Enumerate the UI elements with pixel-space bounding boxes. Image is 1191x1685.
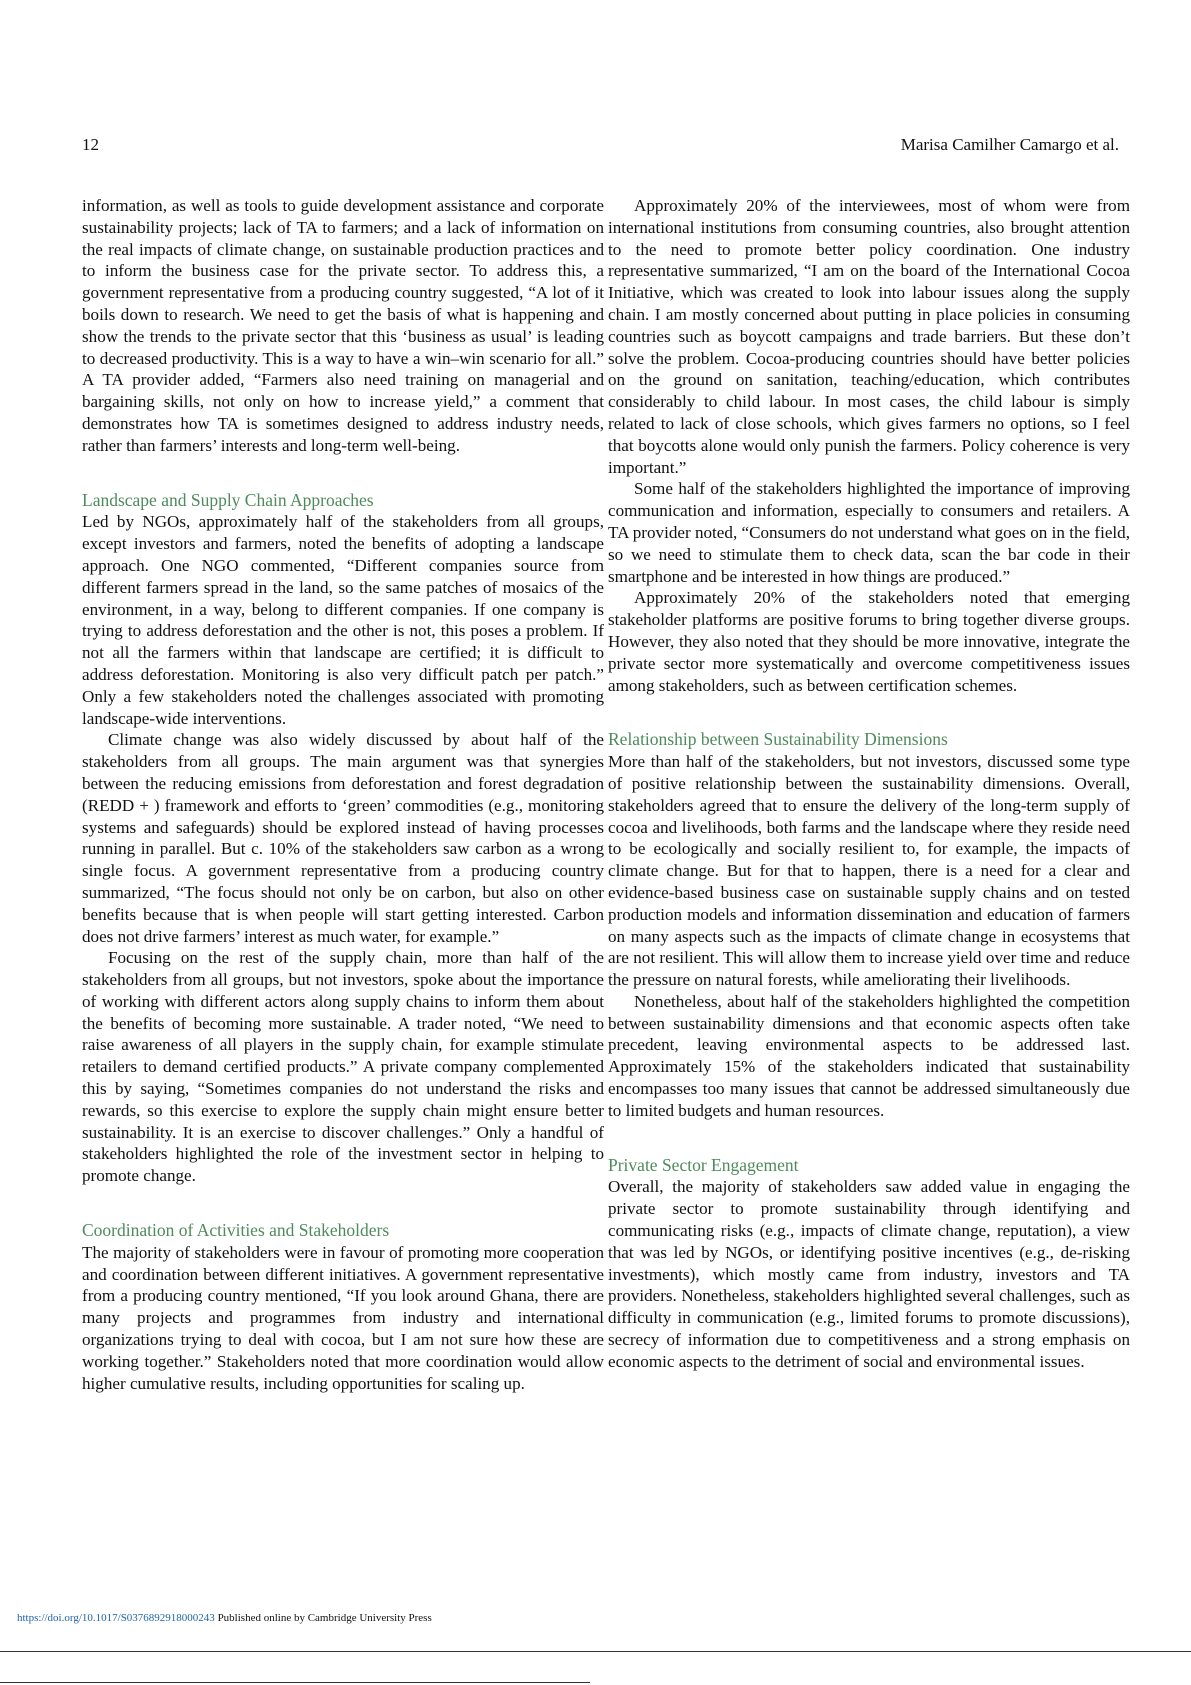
section-heading-relationship: Relationship between Sustainability Dimensions: [608, 729, 948, 750]
section-heading-private-sector: Private Sector Engagement: [608, 1154, 799, 1175]
paragraph: Approximately 20% of the interviewees, most of whom were from international institutions from consuming countries, also brought attention to the need to promote better policy coordination. One industry representative summarized, “I am on the board of the International Cocoa Initiative, which was created to look into labour issues along the supply chain. I am mostly concerned about putting in place policies in consuming countries such as boycott campaigns and trade barriers. But these don’t solve the problem. Cocoa-producing countries should have better policies on the ground on sanitation, teaching/education, which contributes considerably to child labour. In most cases, the child labour is simply related to lack of close schools, which gives farmers no options, so I feel that boycotts alone would only punish the farmers. Policy coherence is very important.”: [608, 196, 1130, 477]
paragraph: Overall, the majority of stakeholders saw added value in engaging the private sector to promote sustainability through identifying and communicating risks (e.g., impacts of climate change, reputation), a view that was led by NGOs, or identifying positive incentives (e.g., de-risking investments), which mostly came from industry, investors and TA providers. Nonetheless, stakeholders highlighted several challenges, such as difficulty in communication (e.g., limited forums to promote discussions), secrecy of information due to competitiveness and a strong emphasis on economic aspects to the detriment of social and environmental issues.: [608, 1177, 1130, 1371]
left-column: [82, 195, 604, 1394]
footer: [17, 1611, 432, 1625]
paragraph: Focusing on the rest of the supply chain, more than half of the stakeholders from all groups, but not investors, spoke about the importance of working with different actors along supply chains to inform them about the benefits of becoming more sustainable. A trader noted, “We need to raise awareness of all players in the supply chain, for example stimulate retailers to demand certified products.” A private company complemented this by saying, “Sometimes companies do not understand the risks and rewards, so this exercise to explore the supply chain might ensure better sustainability. It is an exercise to discover challenges.” Only a handful of stakeholders highlighted the role of the investment sector in helping to promote change.: [82, 948, 604, 1186]
paragraph: Nonetheless, about half of the stakeholders highlighted the competition between sustainability dimensions and that economic aspects often take precedent, leaving environmental aspects to be addressed last. Approximately 15% of the stakeholders indicated that sustainability encompasses too many issues that cannot be addressed simultaneously due to limited budgets and human resources.: [608, 991, 1130, 1120]
paragraph: Led by NGOs, approximately half of the stakeholders from all groups, except investors and farmers, noted the benefits of adopting a landscape approach. One NGO commented, “Different companies source from different farmers spread in the land, so the same patches of mosaics of the environment, in a way, belong to different companies. If one company is trying to address deforestation and the other is not, this poses a problem. If not all the farmers within that landscape are certified; it is difficult to address deforestation. Monitoring is also very difficult patch per patch.” Only a few stakeholders noted the challenges associated with promoting landscape-wide interventions.: [82, 512, 604, 728]
paragraph: Some half of the stakeholders highlighted the importance of improving communication and information, especially to consumers and retailers. A TA provider noted, “Consumers do not understand what goes on in the field, so we need to stimulate them to check data, scan the bar code in their smartphone and be interested in how things are produced.”: [608, 479, 1130, 586]
paragraph: The majority of stakeholders were in favour of promoting more cooperation and coordination between different initiatives. A government representative from a producing country mentioned, “If you look around Ghana, there are many projects and programmes from industry and international organizations trying to deal with cocoa, but I am not sure how these are working together.” Stakeholders noted that more coordination would allow higher cumulative results, including opportunities for scaling up.: [82, 1242, 604, 1393]
paragraph: information, as well as tools to guide development assistance and corporate sustainability projects; lack of TA to farmers; and a lack of information on the real impacts of climate change, on sustainable production practices and to inform the business case for the private sector. To address this, a government representative from a producing country suggested, “A lot of it boils down to research. We need to get the basis of what is happening and show the trends to the private sector that this ‘business as usual’ is leading to decreased productivity. This is a way to have a win–win scenario for all.” A TA provider added, “Farmers also need training on managerial and bargaining skills, not only on how to increase yield,” a comment that demonstrates how TA is sometimes designed to address industry needs, rather than farmers’ interests and long-term well-being.: [82, 196, 604, 455]
page-divider: [0, 1651, 1191, 1652]
right-column: [608, 195, 1130, 1373]
paragraph: Approximately 20% of the stakeholders noted that emerging stakeholder platforms are positive forums to bring together diverse groups. However, they also noted that they should be more innovative, integrate the private sector more systematically and overcome competitiveness issues among stakeholders, such as between certification schemes.: [608, 588, 1130, 695]
section-heading-coordination: Coordination of Activities and Stakeholders: [82, 1220, 390, 1241]
page-divider-lower: [0, 1682, 590, 1683]
running-head-author: Marisa Camilher Camargo et al.: [900, 135, 1119, 154]
section-heading-landscape: Landscape and Supply Chain Approaches: [82, 489, 374, 510]
doi-link[interactable]: https://doi.org/10.1017/S0376892918000243: [17, 1612, 215, 1624]
publisher-note: Published online by Cambridge University Press: [214, 1612, 432, 1624]
paragraph: More than half of the stakeholders, but not investors, discussed some type of positive relationship between the sustainability dimensions. Overall, stakeholders agreed that to ensure the delivery of the long-term supply of cocoa and livelihoods, both farms and the landscape where they reside need to be ecologically and socially resilient to, for example, the impacts of climate change. But for that to happen, there is a need for a clear and evidence-based business case on sustainable supply chains and on tested production models and information dissemination and education of farmers on many aspects such as the impacts of climate change in ecosystems that are not resilient. This will allow them to increase yield over time and reduce the pressure on natural forests, while ameliorating their livelihoods.: [608, 752, 1130, 990]
page-number: 12: [82, 135, 99, 154]
paragraph: Climate change was also widely discussed by about half of the stakeholders from all groups. The main argument was that synergies between the reducing emissions from deforestation and forest degradation (REDD + ) framework and efforts to ‘green’ commodities (e.g., monitoring systems and safeguards) should be explored instead of having processes running in parallel. But c. 10% of the stakeholders saw carbon as a wrong single focus. A government representative from a producing country summarized, “The focus should not only be on carbon, but also on other benefits because that is when people will start getting interested. Carbon does not drive farmers’ interest as much water, for example.”: [82, 730, 604, 946]
